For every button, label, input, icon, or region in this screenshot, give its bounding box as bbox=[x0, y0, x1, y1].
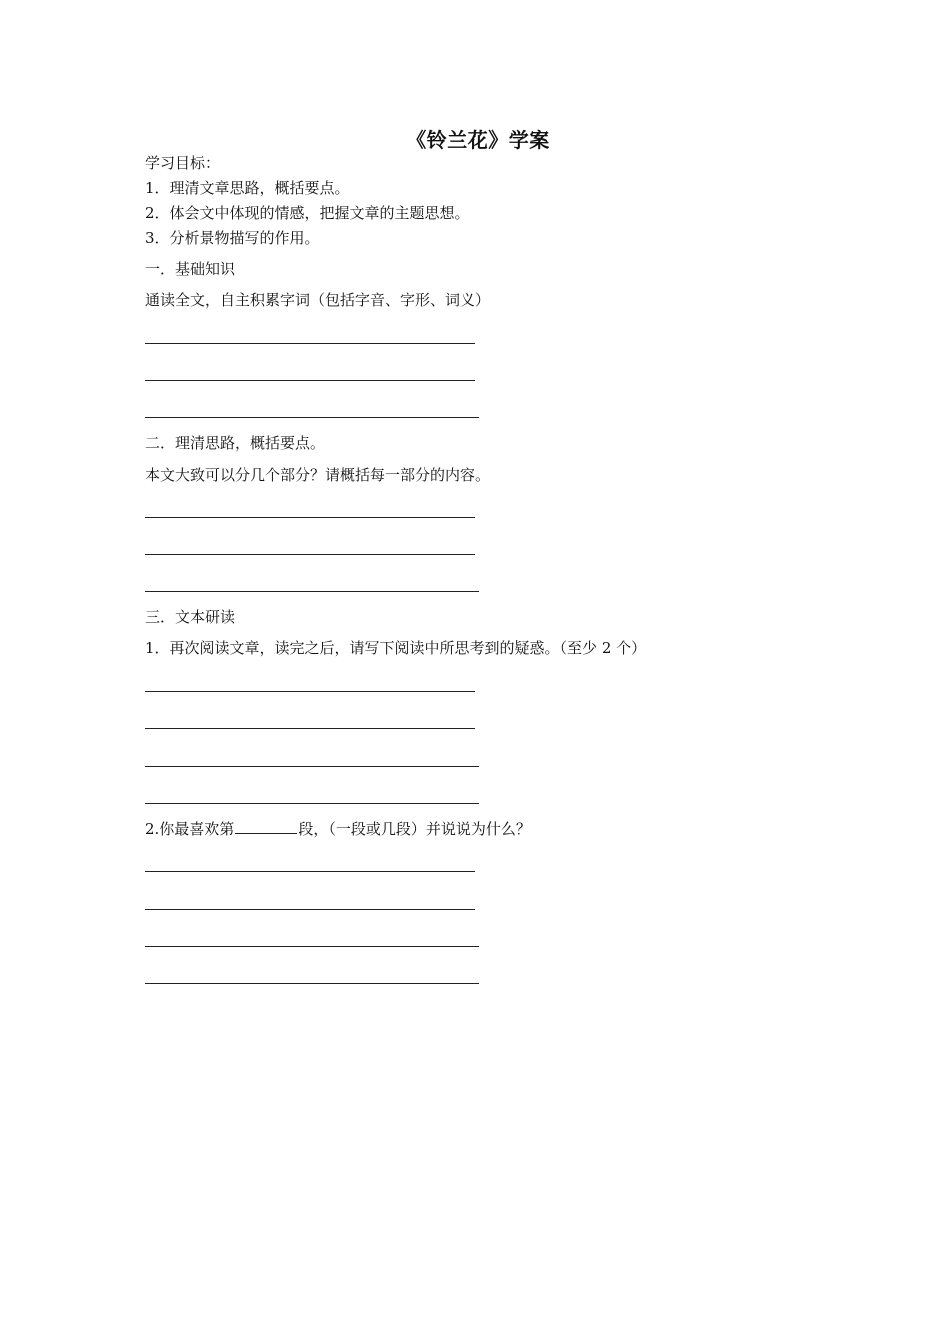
answer-line[interactable] bbox=[145, 517, 475, 518]
answer-line[interactable] bbox=[145, 728, 475, 729]
answer-line[interactable] bbox=[145, 591, 479, 592]
answer-line[interactable] bbox=[145, 803, 479, 804]
answer-line[interactable] bbox=[145, 983, 479, 984]
answer-line[interactable] bbox=[145, 766, 479, 767]
paragraph-number-blank[interactable] bbox=[235, 819, 297, 834]
answer-line[interactable] bbox=[145, 691, 475, 692]
objective-item: 2．体会文中体现的情感，把握文章的主题思想。 bbox=[145, 204, 470, 222]
answer-line[interactable] bbox=[145, 380, 475, 381]
objectives-heading: 学习目标： bbox=[145, 154, 221, 172]
section1-prompt: 通读全文，自主积累字词（包括字音、字形、词义） bbox=[145, 291, 491, 309]
section3-question2 bbox=[145, 818, 531, 839]
answer-line[interactable] bbox=[145, 909, 475, 910]
question2-suffix: 段，（一段或几段）并说说为什么？ bbox=[298, 820, 531, 838]
section3-question1: 1．再次阅读文章，读完之后，请写下阅读中所思考到的疑惑。（至少 2 个） bbox=[145, 639, 647, 657]
objective-item: 1．理清文章思路，概括要点。 bbox=[145, 179, 350, 197]
page-title: 《铃兰花》学案 bbox=[406, 128, 550, 152]
answer-line[interactable] bbox=[145, 554, 475, 555]
answer-line[interactable] bbox=[145, 417, 479, 418]
answer-line[interactable] bbox=[145, 871, 475, 872]
answer-line[interactable] bbox=[145, 946, 479, 947]
answer-line[interactable] bbox=[145, 343, 475, 344]
objective-item: 3．分析景物描写的作用。 bbox=[145, 229, 320, 247]
question2-prefix: 2.你最喜欢第 bbox=[145, 820, 235, 838]
section2-heading: 二．理清思路，概括要点。 bbox=[145, 434, 326, 452]
section3-heading: 三．文本研读 bbox=[145, 608, 236, 626]
section2-prompt: 本文大致可以分几个部分？请概括每一部分的内容。 bbox=[145, 466, 491, 484]
section1-heading: 一．基础知识 bbox=[145, 260, 236, 278]
